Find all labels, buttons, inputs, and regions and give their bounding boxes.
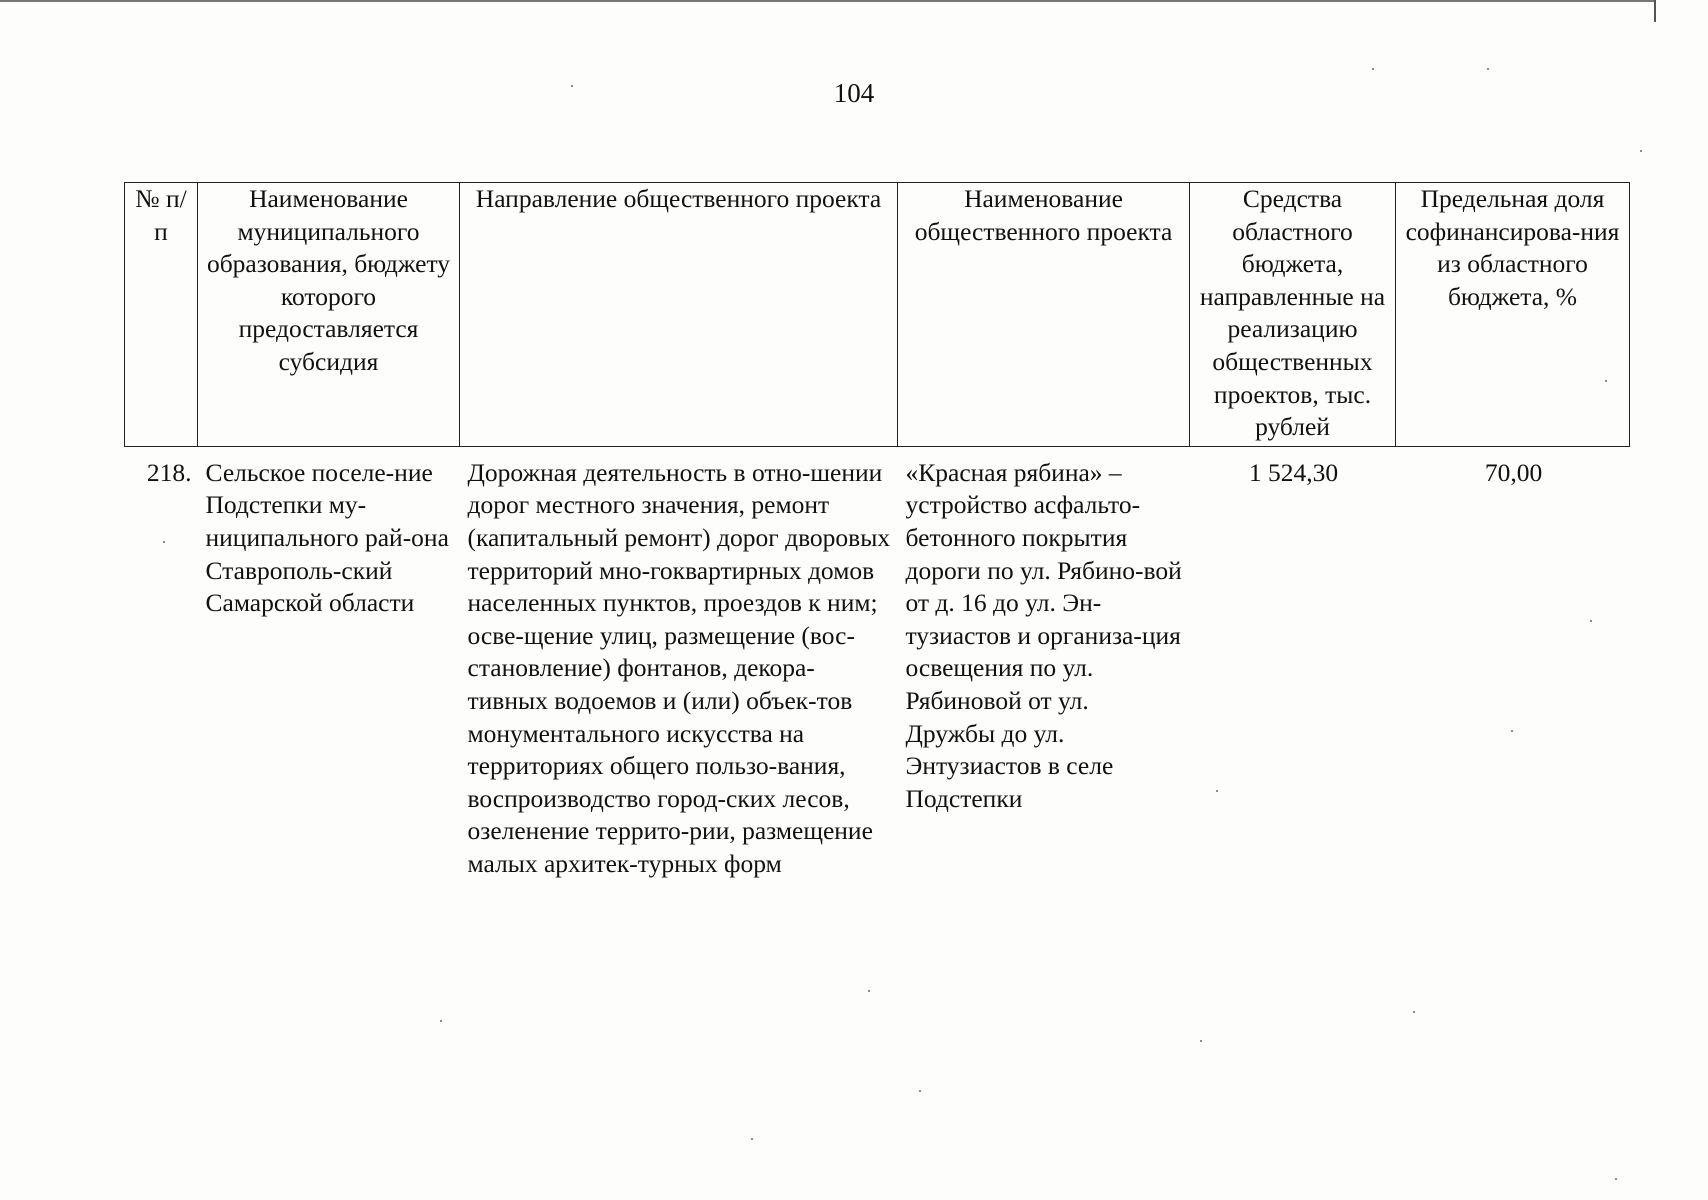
header-municipality: Наименование муниципального образования, бюджету которого предоставляется субсидия bbox=[198, 183, 460, 447]
row-project-name: «Красная рябина» – устройство асфальто-бетонного покрытия дороги по ул. Рябино-вой от д. 16 до ул. Эн-тузиастов и организа-ция освещения по ул. Рябиновой от ул. Дружбы до ул. Энтузиастов в селе Подстепки bbox=[905, 457, 1182, 813]
row-amount: 1 524,30 bbox=[1248, 457, 1339, 487]
header-number: № п/п bbox=[125, 183, 198, 447]
table-header-row bbox=[125, 183, 1630, 447]
row-municipality: Сельское поселе-ние Подстепки му-ниципального рай-она Ставрополь-ский Самарской области bbox=[205, 457, 449, 618]
table-row bbox=[125, 446, 1630, 880]
row-number: 218. bbox=[146, 457, 192, 487]
page-number: 104 bbox=[833, 78, 875, 108]
header-share: Предельная доля софинансирова-ния из областного бюджета, % bbox=[1396, 183, 1630, 447]
row-share: 70,00 bbox=[1484, 457, 1543, 487]
subsidy-table bbox=[124, 182, 1630, 880]
header-direction: Направление общественного проекта bbox=[460, 183, 898, 447]
header-amount: Средства областного бюджета, направленные на реализацию общественных проектов, тыс. рублей bbox=[1190, 183, 1396, 447]
row-direction: Дорожная деятельность в отно-шении дорог местного значения, ремонт (капитальный ремонт) дорог дворовых территорий мно-гоквартирных домов населенных пунктов, проездов к ним; осве-щение улиц, размещение (вос-становление) фонтанов, декора-тивных водоемов и (или) объек-тов монументального искусства на территориях общего пользо-вания, воспроизводство город-ских лесов, озеленение террито-рии, размещение малых архитек-турных форм bbox=[467, 457, 891, 878]
scan-edge-top bbox=[0, 0, 1655, 2]
header-project-name: Наименование общественного проекта bbox=[898, 183, 1190, 447]
scan-edge-right bbox=[1654, 0, 1656, 22]
